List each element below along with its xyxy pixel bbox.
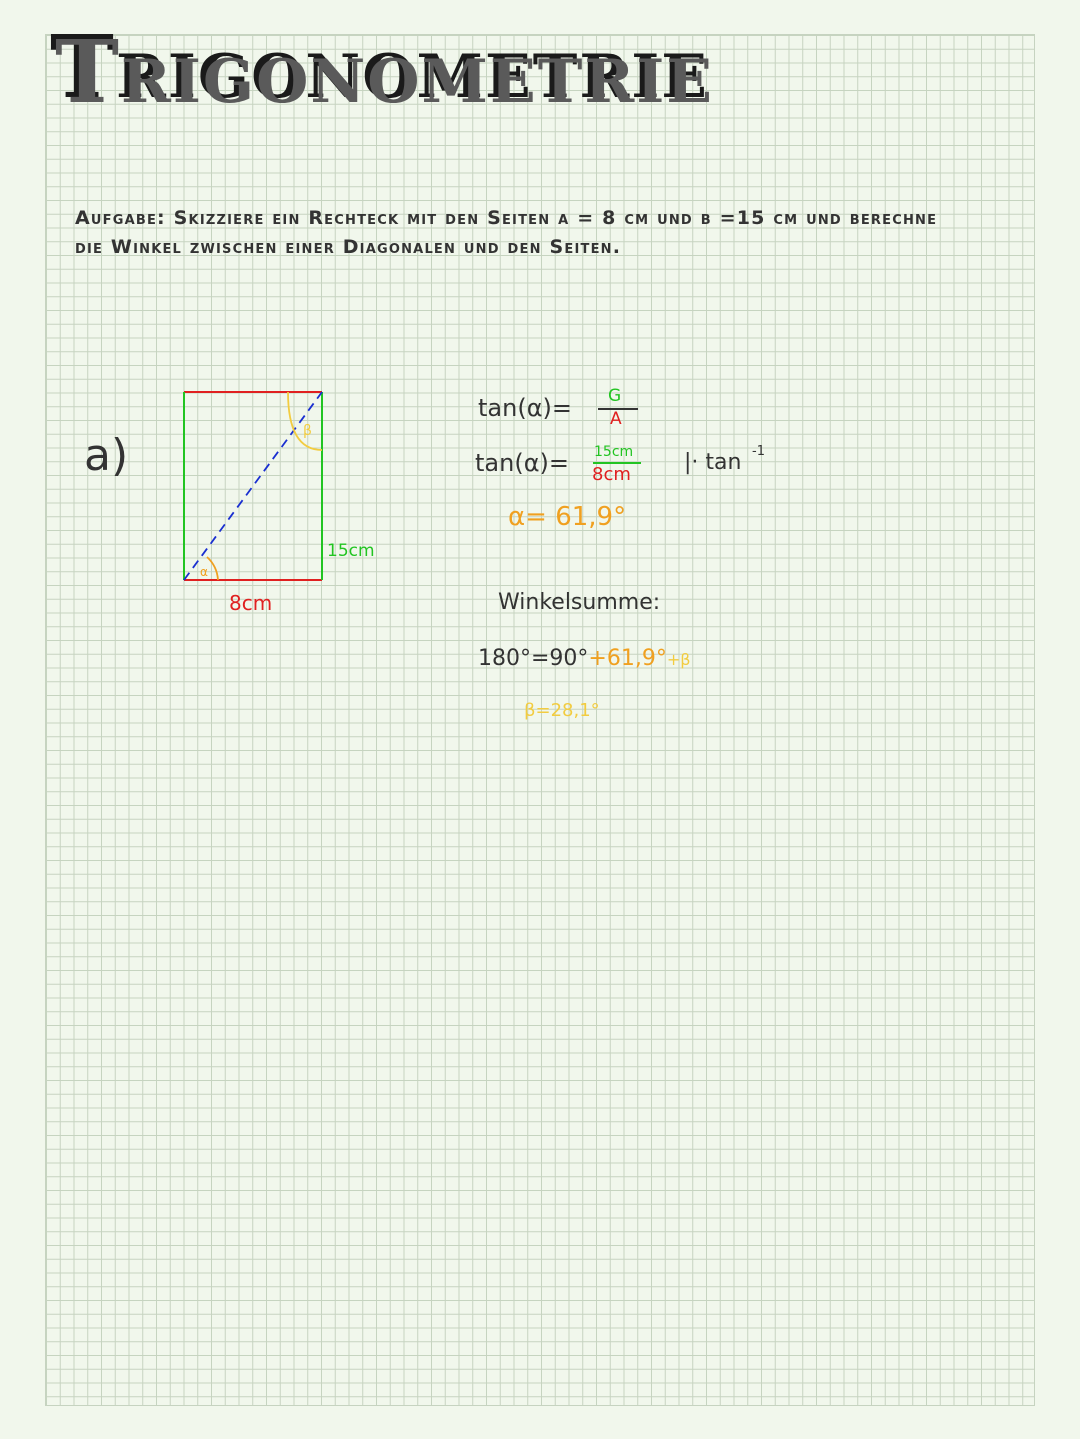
bottom-side-label: 8cm — [229, 591, 273, 615]
task-text: Aufgabe: Skizziere ein Rechteck mit den Seiten a = 8 cm und b =15 cm und berechne die Winkel zwischen einer Diagonalen und den Seiten. — [75, 207, 938, 258]
angle-sum-part-a: 180°=90° — [478, 646, 589, 671]
beta-label: β — [303, 423, 312, 439]
calc-line1-num: G — [608, 386, 622, 406]
calc-line1-den: A — [610, 409, 622, 429]
alpha-arc — [207, 557, 218, 580]
beta-arc — [288, 392, 322, 450]
angle-sum-equation — [478, 646, 690, 671]
alpha-label: α — [200, 565, 208, 579]
right-side-label: 15cm — [327, 541, 375, 561]
calc-line2-den: 8cm — [592, 464, 631, 485]
calc-line1-lhs: tan(α)= — [478, 394, 572, 422]
diagonal — [184, 392, 322, 580]
calc-line2-lhs: tan(α)= — [475, 449, 569, 477]
angle-sum-part-c: +β — [666, 650, 691, 669]
page-title: Trigonometrie — [55, 22, 714, 123]
calc-operation-exponent: -1 — [752, 444, 765, 459]
result-alpha: α= 61,9° — [508, 502, 627, 532]
part-label: a) — [84, 430, 129, 481]
result-beta: β=28,1° — [524, 700, 600, 721]
angle-sum-part-b: +61,9° — [588, 646, 667, 671]
calc-operation: |· tan — [684, 450, 742, 475]
calc-line2-num: 15cm — [594, 444, 634, 460]
angle-sum-heading: Winkelsumme: — [498, 590, 661, 615]
